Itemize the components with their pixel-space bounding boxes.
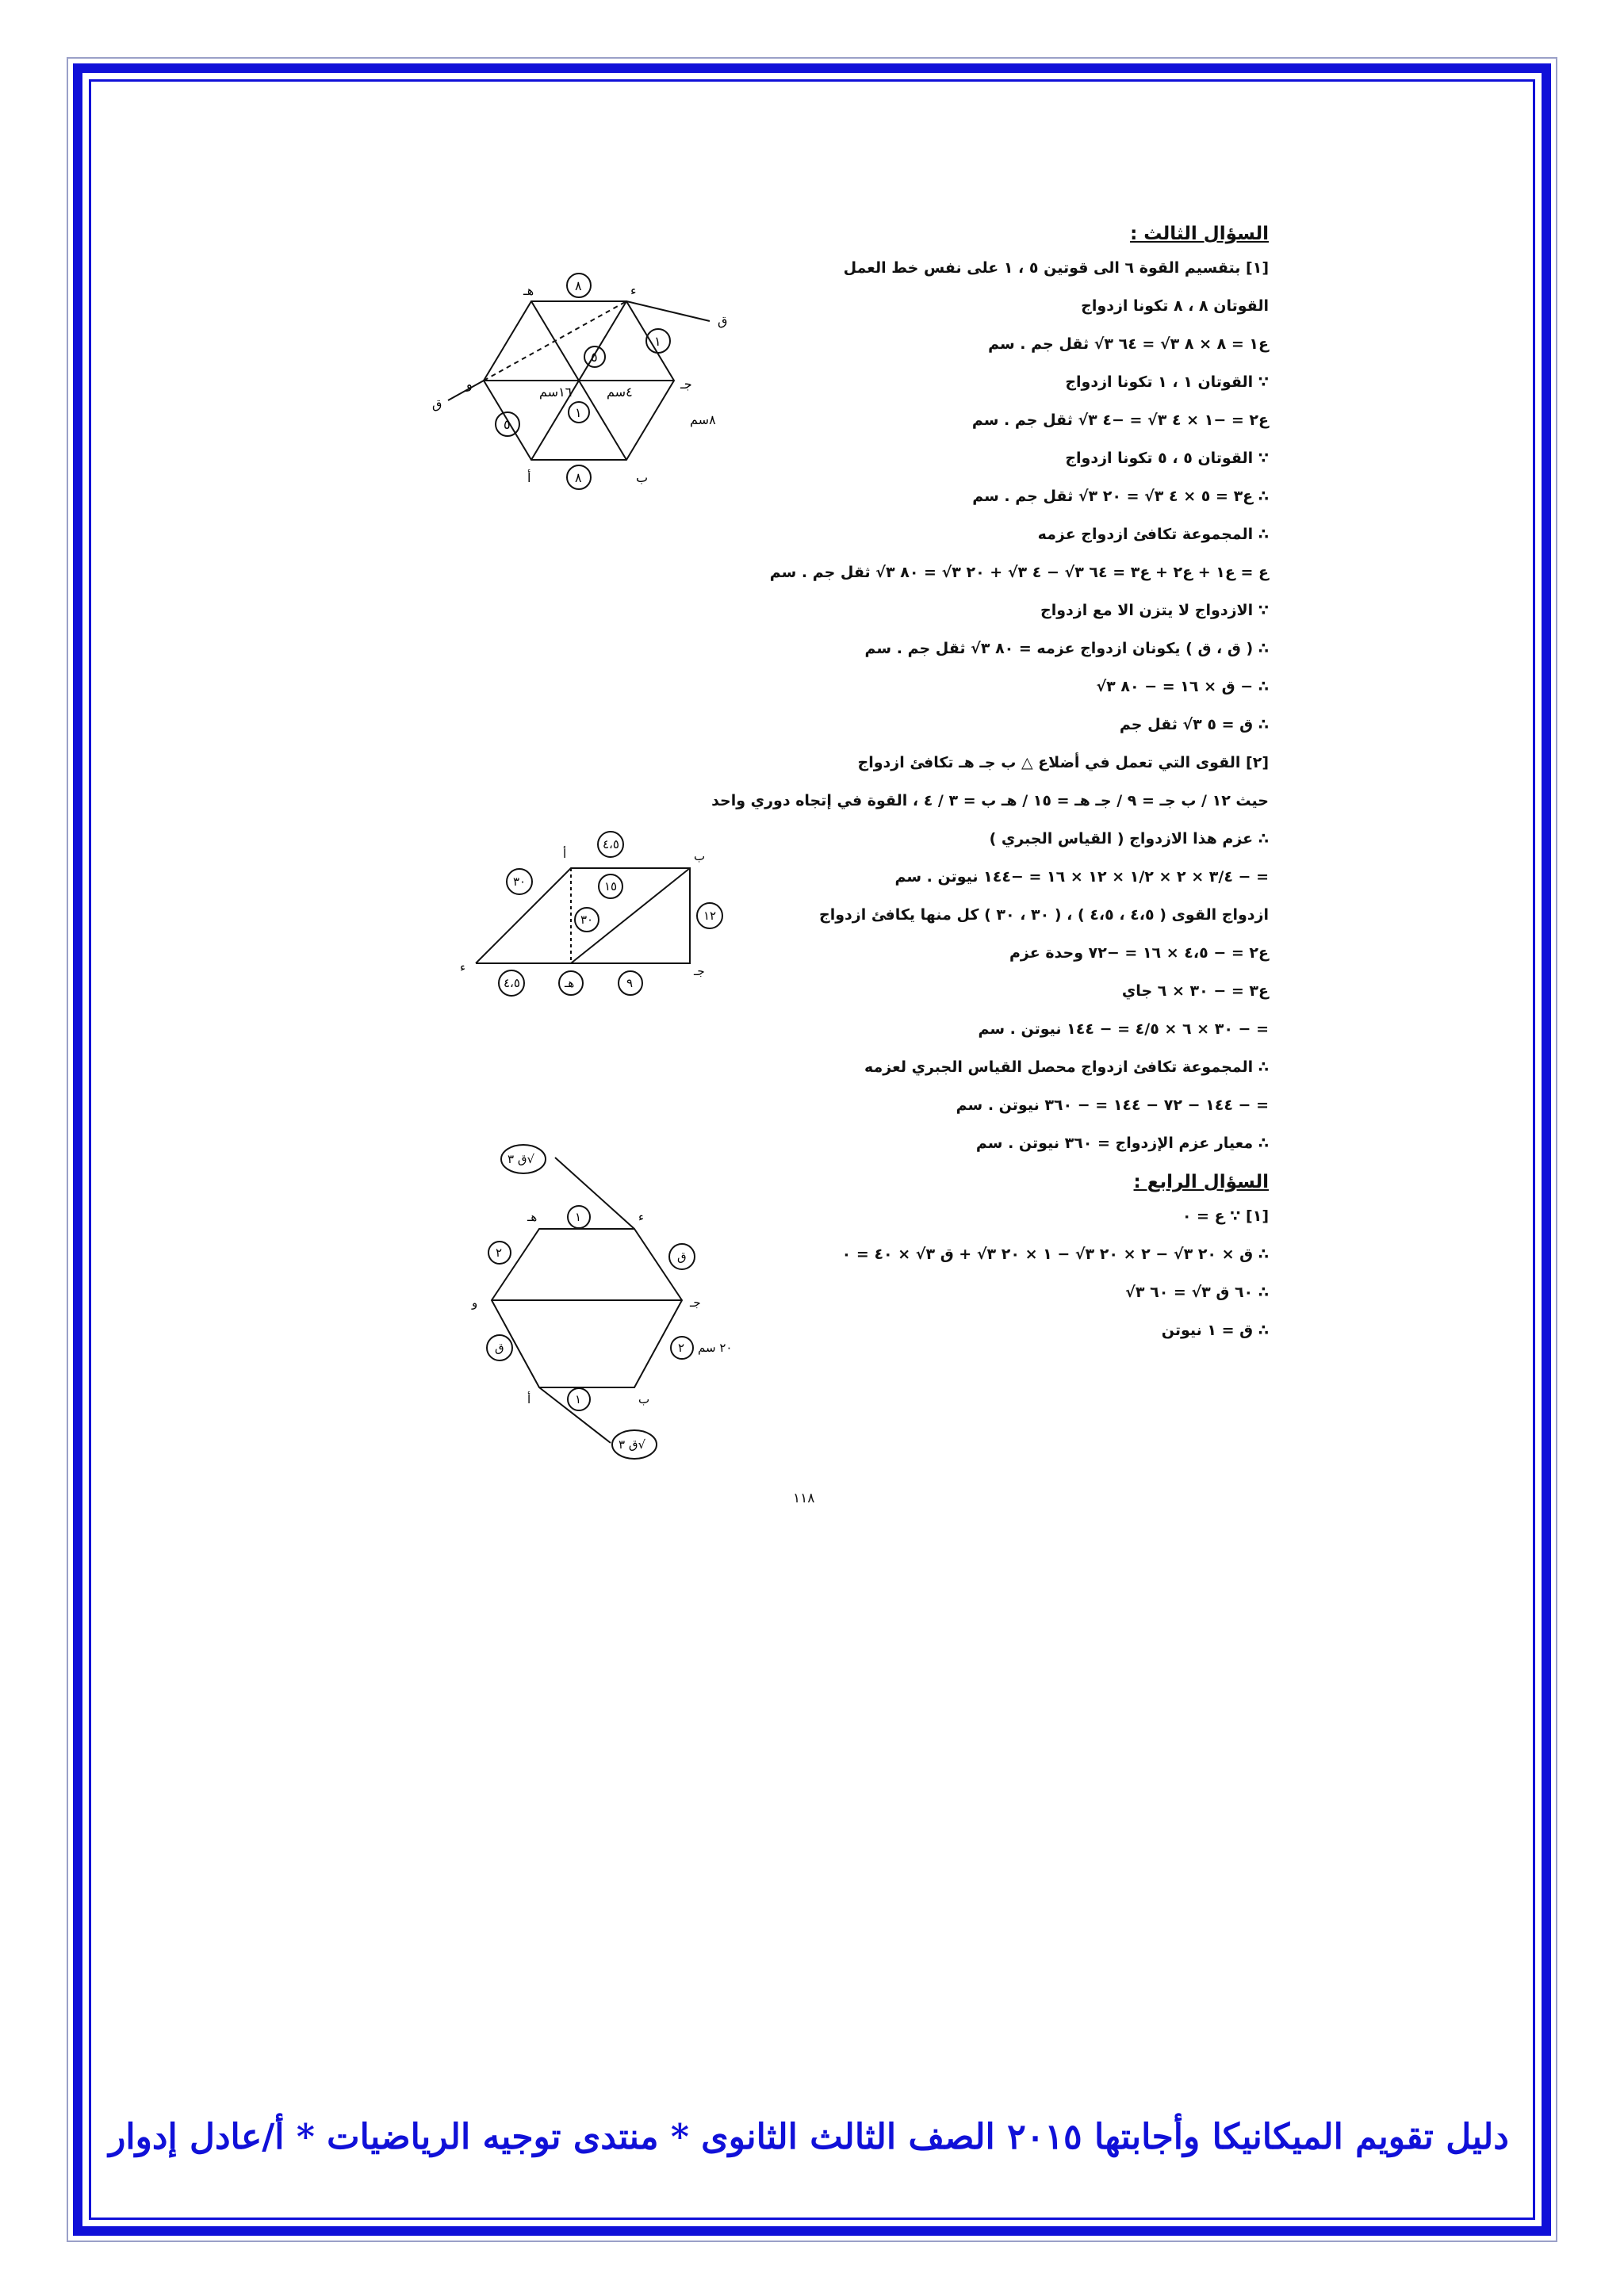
- fig1-circle: ٥: [591, 350, 598, 365]
- q3-line: ∴ ع٣ = ٥ × ٤ ٣√ = ٢٠ ٣√ ثقل جم . سم: [972, 488, 1269, 505]
- q3-line: ∴ المجموعة تكافئ ازدواج محصل القياس الجبري لعزمه: [864, 1058, 1269, 1076]
- fig1-circle: ٨: [575, 278, 582, 293]
- solution-text: [698, 224, 1269, 1359]
- fig1-label-h: هـ: [523, 283, 534, 298]
- q3-line: القوتان ٨ ، ٨ تكونا ازدواج: [1081, 297, 1269, 315]
- fig3-circle: ١: [575, 1392, 582, 1406]
- fig3-measure: ٢٠ سم: [698, 1341, 733, 1355]
- fig1-label-d: ء: [630, 283, 637, 298]
- q3-line: ∵ الازدواج لا يتزن الا مع ازدواج: [1040, 602, 1269, 619]
- fig3-circle: ٢: [496, 1246, 503, 1260]
- fig1-measure: ٨سم: [690, 412, 716, 427]
- fig1-measure: ١٦سم: [539, 385, 573, 400]
- fig3-label-b: ب: [638, 1392, 650, 1406]
- fig3-label-d: ء: [638, 1210, 645, 1224]
- q3-line: ع١ = ٨ × ٨ ٣√ = ٦٤ ٣√ ثقل جم . سم: [988, 335, 1269, 353]
- q3-line: ع٣ = − ٣٠ × ٦ جاي: [1121, 982, 1269, 1000]
- fig3-label-w: و: [472, 1295, 478, 1310]
- q3-line: ∵ القوتان ٥ ، ٥ تكونا ازدواج: [1065, 450, 1269, 467]
- q3-line: ∴ عزم هذا الازدواج ( القياس الجبري ): [989, 830, 1269, 848]
- fig2-circle: ٩: [626, 976, 634, 990]
- q3-line: [١] بتقسيم القوة ٦ الى قوتين ٥ ، ١ على نفس خط العمل: [843, 259, 1269, 277]
- fig2-circle: ٤،٥: [603, 837, 619, 851]
- fig2-circle: ٤،٥: [504, 976, 520, 990]
- q3-line: ∴ المجموعة تكافئ ازدواج عزمه: [1037, 526, 1269, 543]
- q3-line: = − ٣/٤ × ٢ × ١/٢ × ١٢ × ١٦ = −١٤٤ نيوتن . سم: [894, 868, 1269, 886]
- q3-line: ∴ ( ق ، ق ) يكونان ازدواج عزمه = ٨٠ ٣√ ثقل جم . سم: [864, 640, 1269, 657]
- fig1-circle: ١: [654, 334, 661, 349]
- q3-line: حيث ١٢ / ب جـ = ٩ / جـ هـ = ١٥ / هـ ب = ٣ / ٤ ، القوة في إتجاه دوري واحد: [711, 792, 1269, 809]
- q3-line: = − ١٤٤ − ٧٢ − ١٤٤ = − ٣٦٠ نيوتن . سم: [956, 1096, 1269, 1114]
- figure-trapezoid-forces: [452, 825, 737, 1007]
- fig3-circle: ق ٣√: [508, 1152, 535, 1166]
- fig1-label-j: جـ: [680, 377, 692, 392]
- q4-line: [١] ∵ ع = ٠: [1182, 1207, 1269, 1225]
- fig1-label-a: أ: [527, 470, 531, 485]
- fig2-label-d: ء: [460, 960, 466, 974]
- q3-line: ع٢ = −١ × ٤ ٣√ = −٤ ٣√ ثقل جم . سم: [971, 411, 1269, 429]
- fig3-circle: ١: [575, 1210, 582, 1224]
- fig1-label-w: و: [466, 377, 473, 392]
- fig1-circle: ٨: [575, 470, 582, 485]
- fig1-circle: ١: [575, 405, 582, 420]
- fig1-label-b: ب: [636, 470, 649, 485]
- q3-line: ع٢ = − ٤،٥ × ١٦ = −٧٢ وحدة عزم: [1009, 944, 1269, 962]
- footer-title: دليل تقويم الميكانيكا وأجابتها ٢٠١٥ الصف الثالث الثانوى * منتدى توجيه الرياضيات * أ/عادل إدوار: [109, 2117, 1509, 2157]
- fig3-circle: ٢: [678, 1341, 685, 1355]
- q4-line: ∴ ق = ١ نيوتن: [1161, 1322, 1269, 1339]
- fig2-label-j: جـ: [694, 964, 705, 978]
- q4-line: ∴ ٦٠ ق ٣√ = ٦٠ ٣√: [1125, 1284, 1269, 1301]
- q3-line: [٢] القوى التي تعمل في أضلاع △ ب جـ هـ تكافئ ازدواج: [857, 754, 1269, 771]
- q3-line: ع = ع١ + ع٢ + ع٣ = ٦٤ ٣√ − ٤ ٣√ + ٢٠ ٣√ = ٨٠ ٣√ ثقل جم . سم: [769, 564, 1269, 581]
- figure-hexagon-forces: [428, 270, 745, 492]
- fig2-circle: هـ: [565, 976, 575, 990]
- fig3-circle: ق ٣√: [619, 1437, 646, 1452]
- fig2-label-b: ب: [694, 849, 706, 863]
- q3-line: ازدواج القوى ( ٤،٥ ، ٤،٥ ) ، ( ٣٠ ، ٣٠ ) كل منها يكافئ ازدواج: [819, 906, 1269, 924]
- fig1-circle: ٥: [504, 417, 511, 432]
- fig3-label-j: جـ: [690, 1295, 701, 1310]
- fig3-label-a: أ: [527, 1392, 531, 1406]
- fig2-circle: ٣٠: [513, 874, 527, 889]
- fig2-label-a: أ: [563, 847, 567, 861]
- fig1-force-q1: ق: [718, 313, 728, 328]
- figure-hexagon-couple: [452, 1142, 753, 1475]
- fig3-circle: ق: [495, 1341, 504, 1355]
- fig1-force-q2: ق: [432, 396, 442, 411]
- fig2-circle: ١٢: [703, 909, 717, 923]
- q3-line: ∴ معيار عزم الإزدواج = ٣٦٠ نيوتن . سم: [975, 1135, 1269, 1152]
- q3-line: ∴ − ق × ١٦ = − ٨٠ ٣√: [1096, 678, 1269, 695]
- q3-heading: السؤال الثالث :: [1130, 224, 1269, 244]
- page-number: ١١٨: [793, 1490, 815, 1506]
- fig2-circle: ١٥: [604, 879, 618, 894]
- fig3-label-h: هـ: [527, 1210, 538, 1224]
- fig3-circle: ق: [677, 1249, 687, 1264]
- fig1-measure: ٤سم: [607, 385, 633, 400]
- q3-line: ∵ القوتان ١ ، ١ تكونا ازدواج: [1065, 373, 1269, 391]
- q4-line: ∴ ق × ٢٠ ٣√ − ٢ × ٢٠ ٣√ − ١ × ٢٠ ٣√ + ق ٣√ × ٤٠ = ٠: [841, 1246, 1269, 1263]
- q4-heading: السؤال الرابع :: [1133, 1172, 1269, 1192]
- q3-line: = − ٣٠ × ٦ × ٤/٥ = − ١٤٤ نيوتن . سم: [978, 1020, 1269, 1038]
- q3-line: ∴ ق = ٥ ٣√ ثقل جم: [1119, 716, 1269, 733]
- fig2-circle: ٣٠: [580, 913, 594, 927]
